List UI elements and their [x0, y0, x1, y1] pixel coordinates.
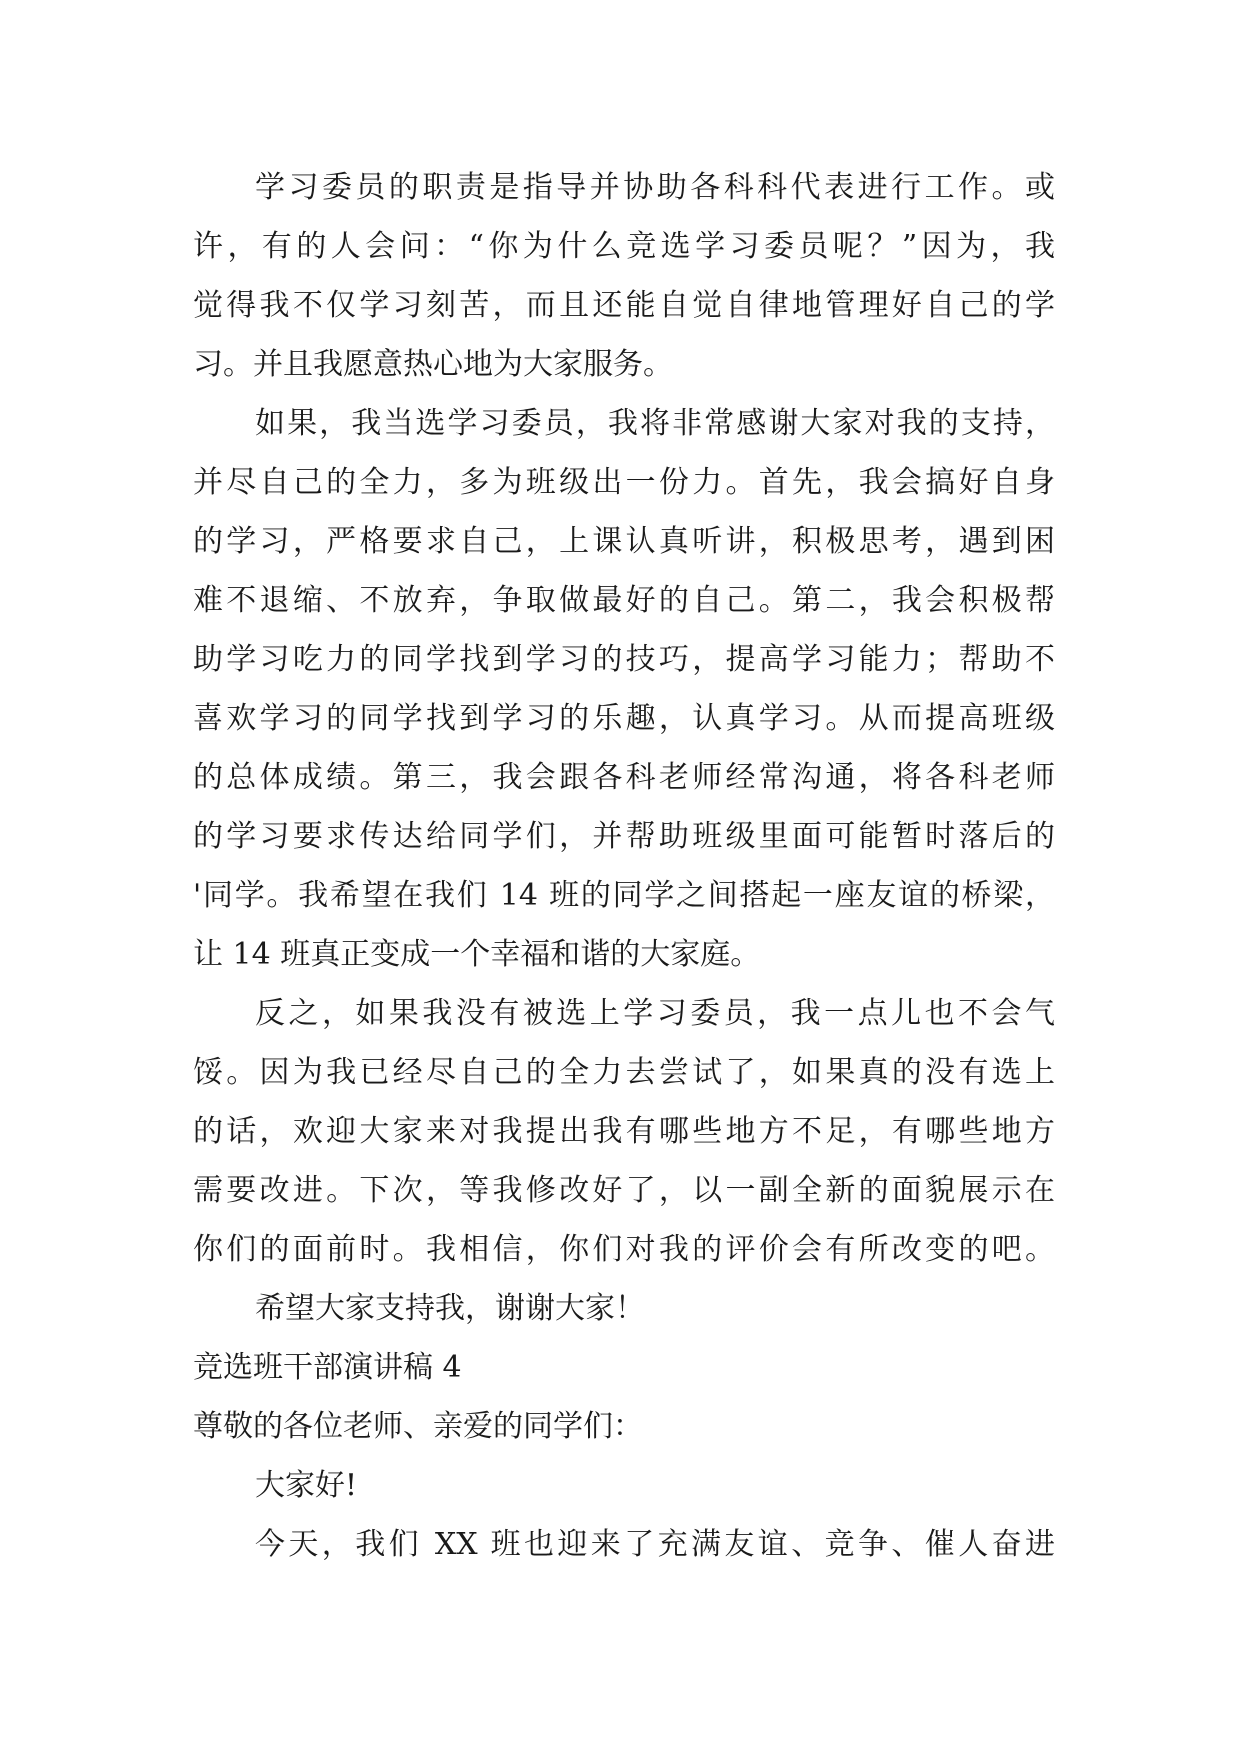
text-line: 的总体成绩。第三，我会跟各科老师经常沟通，将各科老师 — [193, 760, 1055, 795]
text-line: 助学习吃力的同学找到学习的技巧，提高学习能力；帮助不 — [193, 642, 1055, 677]
text-line: 需要改进。下次，等我修改好了，以一副全新的面貌展示在 — [193, 1173, 1055, 1208]
text-line: 的学习，严格要求自己，上课认真听讲，积极思考，遇到困 — [193, 524, 1055, 559]
text-line: 如果，我当选学习委员，我将非常感谢大家对我的支持， — [255, 406, 1055, 441]
greeting: 大家好! — [255, 1468, 358, 1503]
text-line: 反之，如果我没有被选上学习委员，我一点儿也不会气 — [255, 996, 1055, 1031]
text-line: 希望大家支持我，谢谢大家！ — [255, 1291, 645, 1326]
text-line: 馁。因为我已经尽自己的全力去尝试了，如果真的没有选上 — [193, 1055, 1055, 1090]
text-line: 习。并且我愿意热心地为大家服务。 — [193, 347, 673, 382]
text-line: '同学。我希望在我们 14 班的同学之间搭起一座友谊的桥梁， — [193, 878, 1055, 913]
text-line: 让 14 班真正变成一个幸福和谐的大家庭。 — [193, 937, 761, 972]
text-line: 喜欢学习的同学找到学习的乐趣，认真学习。从而提高班级 — [193, 701, 1055, 736]
text-line: 你们的面前时。我相信，你们对我的评价会有所改变的吧。 — [193, 1232, 1055, 1267]
text-line: 的话，欢迎大家来对我提出我有哪些地方不足，有哪些地方 — [193, 1114, 1055, 1149]
text-line: 并尽自己的全力，多为班级出一份力。首先，我会搞好自身 — [193, 465, 1055, 500]
section-title: 竞选班干部演讲稿 4 — [193, 1350, 462, 1385]
text-line: 许，有的人会问：“你为什么竞选学习委员呢？”因为，我 — [193, 229, 1055, 264]
text-line: 觉得我不仅学习刻苦，而且还能自觉自律地管理好自己的学 — [193, 288, 1055, 323]
salutation: 尊敬的各位老师、亲爱的同学们： — [193, 1409, 643, 1444]
text-line: 难不退缩、不放弃，争取做最好的自己。第二，我会积极帮 — [193, 583, 1055, 618]
text-line: 的学习要求传达给同学们，并帮助班级里面可能暂时落后的 — [193, 819, 1055, 854]
document-body — [193, 158, 1055, 1574]
text-line: 学习委员的职责是指导并协助各科科代表进行工作。或 — [255, 170, 1055, 205]
text-line: 今天，我们 XX 班也迎来了充满友谊、竞争、催人奋进 — [255, 1527, 1055, 1562]
